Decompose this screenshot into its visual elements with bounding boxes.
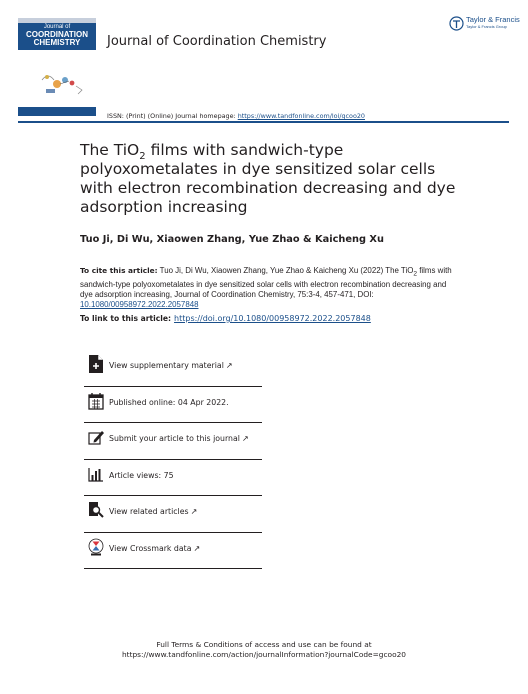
- action-label: [109, 434, 249, 443]
- action-submit-article[interactable]: [84, 423, 262, 460]
- title-subscript: 2: [139, 151, 146, 163]
- action-label: [109, 544, 200, 553]
- journal-title: Journal of Coordination Chemistry: [107, 34, 327, 49]
- article-link-line: [80, 314, 371, 323]
- publisher-tagline: Taylor & Francis Group: [466, 24, 507, 29]
- title-part-2: films with sandwich-type polyoxometalates in dye sensitized solar cells with electron recombination decreasing and dye adsorption increasing: [80, 141, 456, 216]
- external-link-icon: ↗: [241, 434, 249, 443]
- calendar-icon: [88, 392, 104, 410]
- article-title: [80, 141, 460, 217]
- graphical-abstract-image: [38, 68, 88, 98]
- document-plus-icon: [88, 355, 104, 373]
- cite-subscript: 2: [413, 270, 418, 278]
- terms-footer: [0, 640, 528, 659]
- action-label: [109, 507, 197, 516]
- action-label: Published online: 04 Apr 2022.: [109, 397, 229, 407]
- action-text: Submit your article to this journal: [109, 434, 240, 443]
- cite-text-1: Tuo Ji, Di Wu, Xiaowen Zhang, Yue Zhao & Kaicheng Xu (2022) The TiO: [157, 266, 414, 275]
- cover-line-2: COORDINATION: [25, 30, 89, 39]
- action-published-online: [84, 387, 262, 424]
- crossmark-icon: [88, 538, 104, 556]
- action-article-views: [84, 460, 262, 497]
- journal-homepage-link[interactable]: https://www.tandfonline.com/loi/gcoo20: [237, 112, 365, 120]
- cover-line-1: Journal of: [43, 24, 71, 30]
- action-text: View related articles: [109, 507, 189, 516]
- publisher-name: Taylor & Francis: [466, 15, 520, 24]
- external-link-icon: ↗: [225, 361, 233, 370]
- footer-terms-link[interactable]: https://www.tandfonline.com/action/journalInformation?journalCode=gcoo20: [122, 649, 406, 659]
- article-authors: Tuo Ji, Di Wu, Xiaowen Zhang, Yue Zhao & Kaicheng Xu: [80, 234, 384, 245]
- action-related-articles[interactable]: [84, 496, 262, 533]
- bar-chart-icon: [88, 465, 104, 483]
- publisher-logo[interactable]: [449, 14, 520, 34]
- external-link-icon: ↗: [190, 507, 198, 516]
- link-label: To link to this article:: [80, 314, 172, 323]
- article-actions-list: [84, 350, 262, 569]
- issn-text: ISSN: (Print) (Online) Journal homepage:: [107, 112, 238, 120]
- action-label: [109, 361, 233, 370]
- header-divider: [18, 121, 509, 123]
- taylor-francis-logo-icon: [449, 16, 464, 31]
- issn-line: [107, 112, 365, 120]
- action-text: View supplementary material: [109, 361, 224, 370]
- cover-line-3: CHEMISTRY: [33, 38, 81, 47]
- cover-top-strip: [18, 18, 96, 23]
- action-text: View Crossmark data: [109, 543, 192, 553]
- journal-cover-thumbnail: [18, 18, 96, 50]
- cite-text-2: films with sandwich-type polyoxometalates in dye sensitized solar cells with electron recombination decreasing and dye adsorption increasing, Journal of Coordination Chemistry, 75:3-4, 457-471, DOI:: [80, 266, 452, 300]
- cite-label: To cite this article:: [80, 266, 158, 275]
- edit-icon: [88, 428, 104, 446]
- title-part-1: The TiO: [80, 141, 140, 159]
- article-doi-link[interactable]: https://doi.org/10.1080/00958972.2022.2057848: [174, 314, 371, 323]
- cite-doi-link[interactable]: 10.1080/00958972.2022.2057848: [80, 300, 199, 310]
- related-search-icon: [88, 501, 104, 519]
- action-supplementary-material[interactable]: [84, 350, 262, 387]
- action-label: Article views: 75: [109, 470, 174, 480]
- header-accent-bar: [18, 107, 96, 116]
- external-link-icon: ↗: [193, 543, 201, 553]
- citation-block: [80, 266, 460, 311]
- action-crossmark-data[interactable]: [84, 533, 262, 570]
- footer-line-1: Full Terms & Conditions of access and use can be found at: [156, 640, 372, 649]
